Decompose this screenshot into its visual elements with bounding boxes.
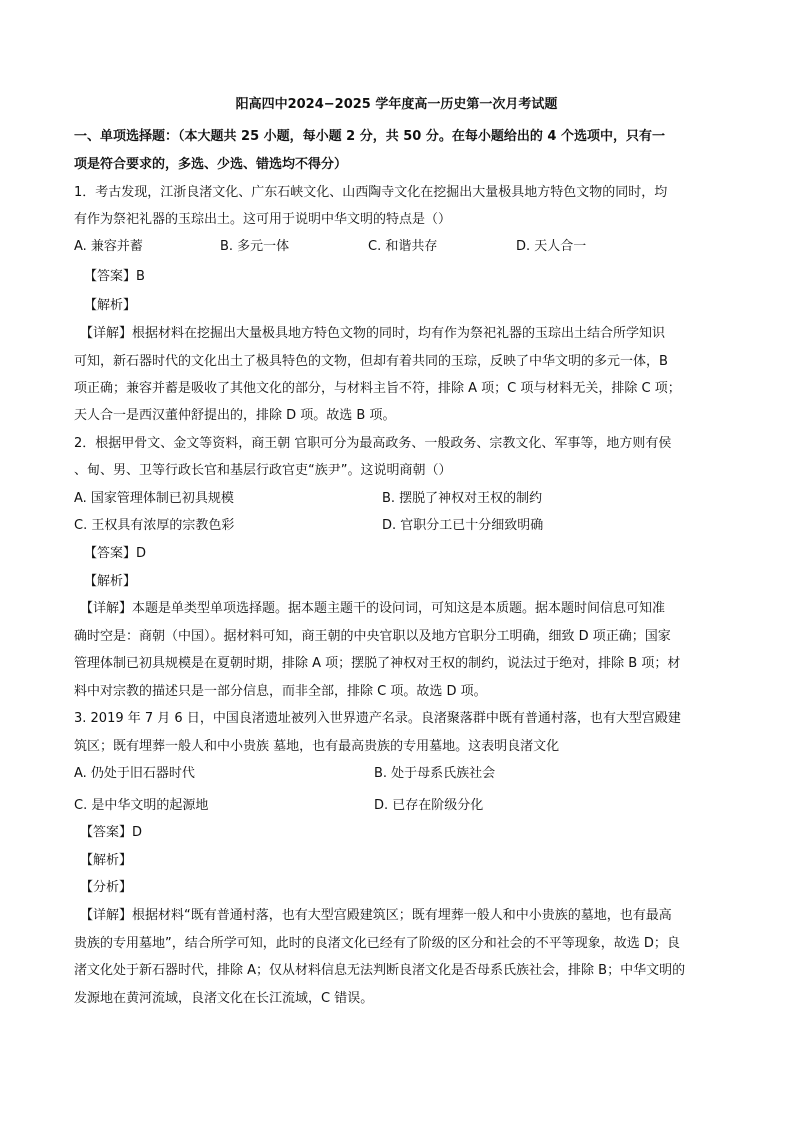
q1-stem-line1: 1．考古发现，江浙良渚文化、广东石峡文化、山西陶寺文化在挖掘出大量极具地方特色文物的同时，均 [74,185,668,200]
section-heading-line1: 一、单项选择题：（本大题共 25 小题，每小题 2 分，共 50 分。在每小题给出的 4 个选项中，只有一 [74,129,665,144]
q3-detail-line3: 渚文化处于新石器时代，排除 A；仅从材料信息无法判断良渚文化是否母系氏族社会，排除 B；中华文明的 [74,963,686,978]
q3-stem-line1: 3. 2019 年 7 月 6 日，中国良渚遗址被列入世界遗产名录。良渚聚落群中既有普通村落，也有大型宫殿建 [74,711,681,726]
q2-detail-line3: 管理体制已初具规模是在夏朝时期，排除 A 项；摆脱了神权对王权的制约，说法过于绝对，排除 B 项；材 [74,656,681,671]
q3-option-b: B. 处于母系氏族社会 [374,766,496,781]
q1-detail-line3: 项正确；兼容并蓄是吸收了其他文化的部分，与材料主旨不符，排除 A 项；C 项与材料无关，排除 C 项； [74,381,681,396]
q2-detail-line2: 确时空是：商朝（中国）。据材料可知，商王朝的中央官职以及地方官职分工明确，细致 D 项正确；国家 [74,629,671,644]
q1-analysis-label: 【解析】 [84,298,137,313]
q2-answer-value: D [136,546,147,561]
section-heading-line2: 项是符合要求的，多选、少选、错选均不得分） [74,157,348,172]
q3-option-c: C. 是中华文明的起源地 [74,798,209,813]
q2-option-a: A. 国家管理体制已初具规模 [74,491,234,506]
q2-answer [84,545,146,562]
q1-stem-line2: 有作为祭祀礼器的玉琮出土。这可用于说明中华文明的特点是（） [74,212,452,227]
q2-detail-line1: 【详解】本题是单类型单项选择题。据本题主题干的设问词，可知这是本质题。据本题时间信息可知准 [80,601,666,616]
answer-label: 【答案】 [84,269,137,284]
q2-stem-line1: 2．根据甲骨文、金文等资料，商王朝 官职可分为最高政务、一般政务、宗教文化、军事等，地方则有侯 [74,436,672,451]
q1-option-a: A. 兼容并蓄 [74,239,143,254]
q1-detail-line1: 【详解】根据材料在挖掘出大量极具地方特色文物的同时，均有作为祭祀礼器的玉琮出土结合所学知识 [80,326,666,341]
q2-stem-line2: 、甸、男、卫等行政长官和基层行政官吏“族尹”。这说明商朝（） [74,463,452,478]
q1-detail-line2: 可知，新石器时代的文化出土了极具特色的文物，但却有着共同的玉琮，反映了中华文明的多元一体，B [74,354,668,369]
q1-option-b: B. 多元一体 [220,239,290,254]
q3-fenxi-label: 【分析】 [80,880,133,895]
q3-answer [80,824,142,841]
q1-option-c: C. 和谐共存 [368,239,438,254]
q2-analysis-label: 【解析】 [84,574,137,589]
q1-detail-line4: 天人合一是西汉董仲舒提出的，排除 D 项。故选 B 项。 [74,408,396,423]
q1-answer-value: B [136,269,145,284]
q3-detail-line1: 【详解】根据材料“既有普通村落，也有大型宫殿建筑区；既有埋葬一般人和中小贵族的墓地，也有最高 [80,908,672,923]
answer-label: 【答案】 [84,546,137,561]
q2-detail-line4: 料中对宗教的描述只是一部分信息，而非全部，排除 C 项。故选 D 项。 [74,684,487,699]
q3-detail-line4: 发源地在黄河流域，良渚文化在长江流域，C 错误。 [74,991,374,1006]
q3-analysis-label: 【解析】 [80,853,133,868]
exam-title: 阳高四中2024−2025 学年度高一历史第一次月考试题 [235,97,558,112]
q3-option-d: D. 已存在阶级分化 [374,798,484,813]
q3-answer-value: D [132,825,143,840]
answer-label: 【答案】 [80,825,133,840]
q3-stem-line2: 筑区；既有埋葬一般人和中小贵族 墓地，也有最高贵族的专用墓地。这表明良渚文化 [74,739,560,754]
q1-answer [84,268,145,285]
q2-option-b: B. 摆脱了神权对王权的制约 [382,491,543,506]
q2-option-c: C. 王权具有浓厚的宗教色彩 [74,518,235,533]
q1-option-d: D. 天人合一 [516,239,587,254]
q2-option-d: D. 官职分工已十分细致明确 [382,518,544,533]
q3-option-a: A. 仍处于旧石器时代 [74,766,195,781]
q3-detail-line2: 贵族的专用墓地”，结合所学可知，此时的良渚文化已经有了阶级的区分和社会的不平等现象，故选 D；良 [74,936,680,951]
